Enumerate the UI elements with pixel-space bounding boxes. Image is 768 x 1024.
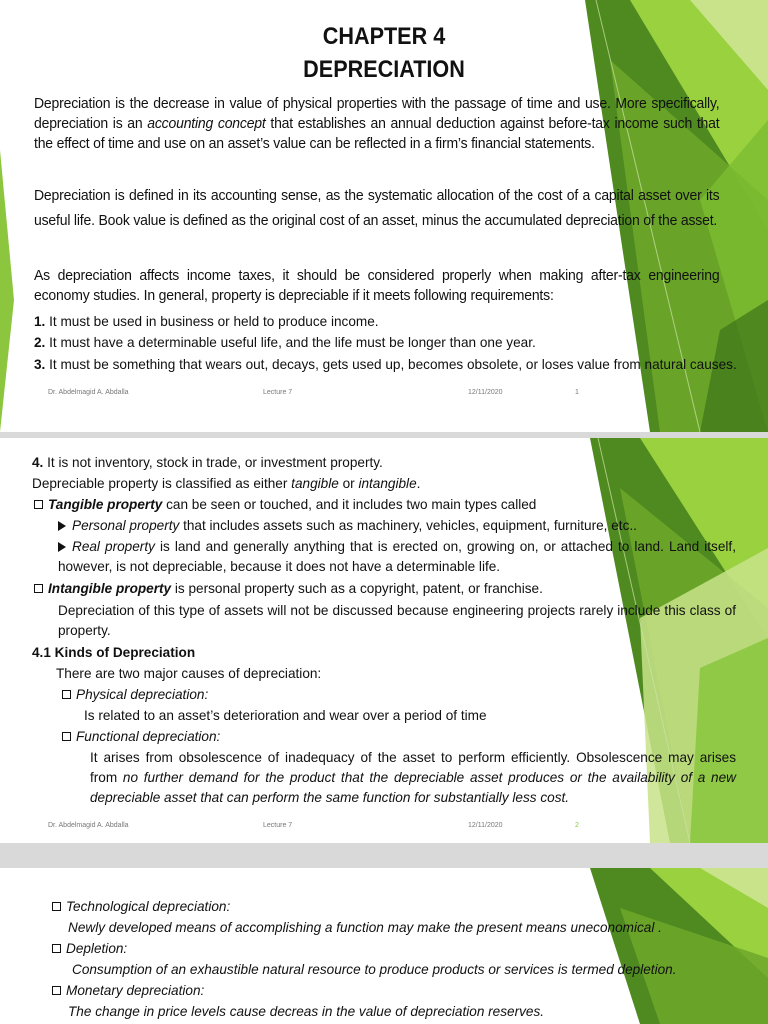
depletion-item bbox=[52, 939, 127, 959]
text: can be seen or touched, and it includes two main types called bbox=[162, 497, 537, 512]
checkbox-bullet-icon bbox=[62, 732, 71, 741]
kinds-intro: There are two major causes of depreciation: bbox=[56, 666, 322, 681]
text: It is not inventory, stock in trade, or investment property. bbox=[43, 455, 383, 470]
checkbox-bullet-icon bbox=[34, 500, 43, 509]
requirement-2 bbox=[34, 333, 748, 353]
term-label: Depletion: bbox=[66, 941, 128, 956]
emphasis-text: The change in price levels cause decreas in the value of depreciation reserves. bbox=[68, 1004, 545, 1019]
term-label: Functional depreciation: bbox=[76, 729, 221, 744]
text: Depreciation is the decrease in value of physical properties with the passage of time and use. More specifically, depreciation is an bbox=[34, 96, 720, 132]
emphasis-text: Consumption of an exhaustible natural resource to produce products or services is termed depletion. bbox=[72, 962, 677, 977]
emphasis-text: tangible bbox=[291, 476, 339, 491]
functional-depreciation-item bbox=[62, 727, 220, 747]
emphasis-text: intangible bbox=[358, 476, 417, 491]
physical-depreciation-item bbox=[62, 685, 208, 705]
text: It must have a determinable useful life, and the life must be longer than one year. bbox=[45, 335, 536, 350]
depletion-text bbox=[72, 960, 677, 980]
footer-date: 12/11/2020 bbox=[468, 389, 503, 396]
chapter-subtitle: DEPRECIATION bbox=[303, 56, 465, 83]
list-number: 4. bbox=[32, 455, 44, 470]
text: is land and generally anything that is erected on, growing on, or attached to land. Land itself, however, is not depreciable, because it does not have a determinable life. bbox=[58, 539, 736, 574]
text: or bbox=[338, 476, 359, 491]
list-number: 1. bbox=[34, 314, 46, 329]
footer-author: Dr. Abdelmagid A. Abdalla bbox=[48, 389, 129, 396]
emphasis-text: no further demand for the product that the depreciable asset produces or the availability of a new depreciable asset that can perform the same function for substantially less cost. bbox=[90, 770, 736, 805]
list-number: 3. bbox=[34, 357, 46, 372]
emphasis-text: Newly developed means of accomplishing a function may make the present means uneconomical . bbox=[68, 920, 662, 935]
checkbox-bullet-icon bbox=[52, 986, 61, 995]
text: that establishes an annual deduction against before-tax income such that the effect of time and use on an asset’s value can be reflected in a firm’s financial statements. bbox=[34, 116, 720, 152]
checkbox-bullet-icon bbox=[52, 944, 61, 953]
text: It must be something that wears out, decays, gets used up, becomes obsolete, or loses value from natural causes. bbox=[45, 357, 737, 372]
checkbox-bullet-icon bbox=[34, 584, 43, 593]
intangible-note: Depreciation of this type of assets will not be discussed because engineering projects rarely include this class of property. bbox=[58, 603, 736, 638]
functional-depreciation-text bbox=[90, 748, 736, 808]
section-heading-kinds: 4.1 Kinds of Depreciation bbox=[32, 645, 196, 660]
slide-2 bbox=[0, 438, 768, 843]
paragraph-definition bbox=[34, 94, 719, 154]
footer-page-number: 1 bbox=[575, 389, 579, 396]
text: Depreciable property is classified as either bbox=[32, 476, 292, 491]
technological-depreciation-item bbox=[52, 897, 230, 917]
arrow-bullet-icon bbox=[58, 521, 66, 531]
requirement-4 bbox=[32, 453, 383, 473]
footer-page-number: 2 bbox=[575, 822, 579, 829]
monetary-depreciation-item bbox=[52, 981, 204, 1001]
footer-date: 12/11/2020 bbox=[468, 822, 503, 829]
list-number: 2. bbox=[34, 335, 46, 350]
chapter-title: CHAPTER 4 bbox=[322, 23, 446, 50]
term-label: Intangible property bbox=[48, 581, 172, 596]
requirement-3 bbox=[34, 355, 748, 374]
monetary-depreciation-text bbox=[68, 1002, 544, 1022]
text: It must be used in business or held to produce income. bbox=[45, 314, 379, 329]
arrow-bullet-icon bbox=[58, 542, 66, 552]
physical-depreciation-text: Is related to an asset’s deterioration and wear over a period of time bbox=[84, 708, 487, 723]
requirement-1 bbox=[34, 312, 748, 332]
paragraph-accounting-sense: Depreciation is defined in its accounting sense, as the systematic allocation of the cost of a capital asset over its useful life. Book value is defined as the original cost of an asset, minus the accumulated depreciation of the asset. bbox=[34, 188, 720, 229]
term-label: Physical depreciation: bbox=[76, 687, 209, 702]
footer-author: Dr. Abdelmagid A. Abdalla bbox=[48, 822, 129, 829]
footer-lecture: Lecture 7 bbox=[263, 822, 293, 829]
term-label: Tangible property bbox=[48, 497, 163, 512]
checkbox-bullet-icon bbox=[62, 690, 71, 699]
text: It arises from obsolescence of inadequacy of the asset to perform efficiently. Obsolescence may arises from bbox=[90, 750, 736, 785]
slide-3 bbox=[0, 868, 768, 1024]
paragraph-requirements-intro: As depreciation affects income taxes, it should be considered properly when making after-tax engineering economy studies. In general, property is depreciable if it meets following requirements: bbox=[34, 268, 720, 304]
tangible-property-item bbox=[34, 495, 536, 515]
real-property-item bbox=[58, 537, 736, 577]
term-label: Personal property bbox=[72, 518, 180, 533]
text: . bbox=[416, 476, 421, 491]
footer-lecture: Lecture 7 bbox=[263, 389, 293, 396]
term-label: Real property bbox=[72, 539, 155, 554]
term-label: Technological depreciation: bbox=[66, 899, 231, 914]
checkbox-bullet-icon bbox=[52, 902, 61, 911]
personal-property-item bbox=[58, 516, 738, 536]
classification-line bbox=[32, 474, 420, 494]
term-label: Monetary depreciation: bbox=[66, 983, 205, 998]
text: that includes assets such as machinery, vehicles, equipment, furniture, etc.. bbox=[179, 518, 637, 533]
emphasis-text: accounting concept bbox=[147, 116, 266, 132]
intangible-property-item bbox=[34, 579, 543, 599]
text: is personal property such as a copyright, patent, or franchise. bbox=[171, 581, 543, 596]
slide-1 bbox=[0, 0, 768, 432]
technological-depreciation-text bbox=[68, 918, 662, 938]
